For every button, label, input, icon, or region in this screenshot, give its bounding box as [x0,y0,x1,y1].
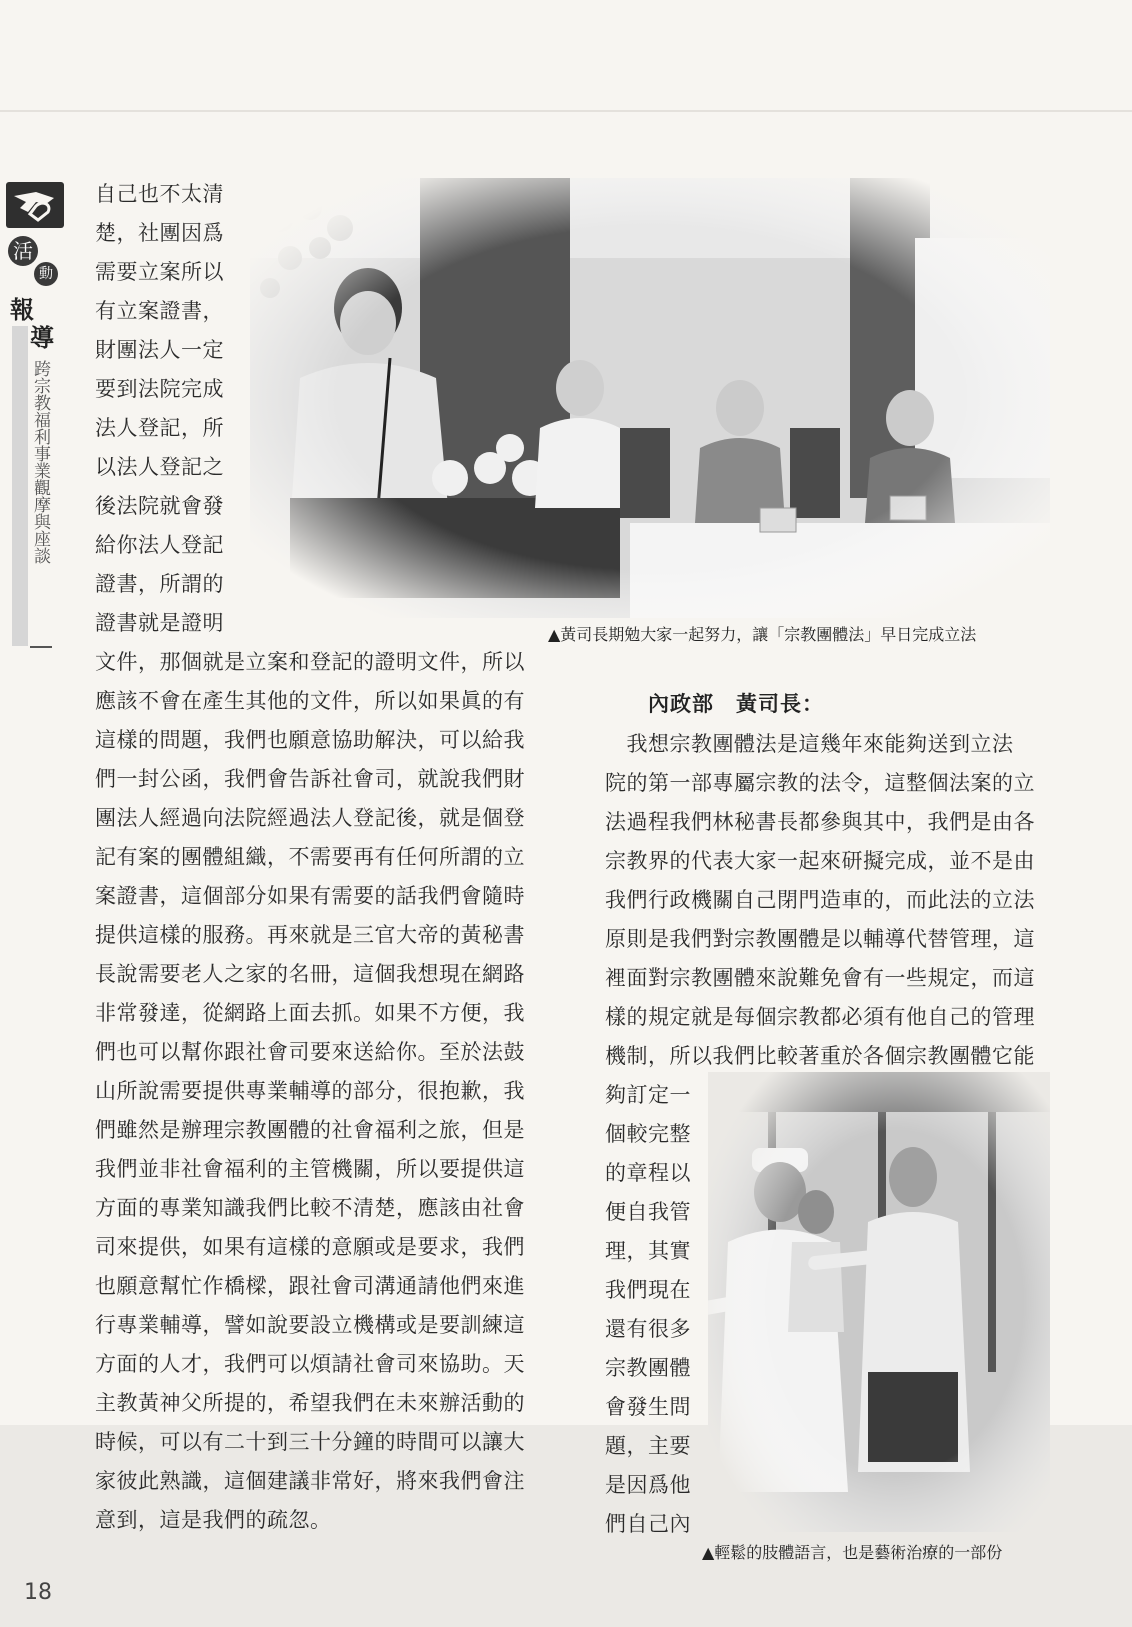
text-line: 的章程以 [605,1161,691,1185]
text-line: 有立案證書， [95,299,224,323]
text-line: 也願意幫忙作橋樑，跟社會司溝通請他們來進 [95,1274,525,1298]
text-line: 院的第一部專屬宗教的法令，這整個法案的立 [605,771,1035,795]
section-char-bao: 報 [10,295,34,324]
section-subtitle: 跨宗教福利事業觀摩與座談 [30,360,50,564]
text-line: 要到法院完成 [95,377,224,401]
text-line: 便自我管 [605,1200,691,1224]
text-line: 題，主要 [605,1434,691,1458]
top-rule [0,110,1132,112]
article-left-column [95,643,525,1540]
text-line: 們一封公函，我們會告訴社會司，就說我們財 [95,767,525,791]
text-line: 樣的規定就是每個宗教都必須有他自己的管理 [605,1005,1035,1029]
text-line: 給你法人登記 [95,533,224,557]
text-line: 們雖然是辦理宗教團體的社會福利之旅，但是 [95,1118,525,1142]
text-line: 還有很多 [605,1317,691,1341]
text-line: 記有案的團體組織，不需要再有任何所謂的立 [95,845,525,869]
photo1-caption: ▲黃司長期勉大家一起努力，讓「宗教團體法」早日完成立法 [548,625,977,644]
section-char-dao: 導 [30,323,54,352]
text-line: 財團法人一定 [95,338,224,362]
text-line: 長說需要老人之家的名冊，這個我想現在網路 [95,962,525,986]
text-line: 我們並非社會福利的主管機關，所以要提供這 [95,1157,525,1181]
section-char-dong: 動 [34,262,58,286]
text-line: 們自己內 [605,1512,691,1536]
text-line: 法人登記，所 [95,416,224,440]
text-line: 主教黃神父所提的，希望我們在未來辦活動的 [95,1391,525,1415]
section-char-huo: 活 [8,236,38,266]
text-line: 後法院就會發 [95,494,224,518]
text-line: 理，其實 [605,1239,691,1263]
photo-body-language [708,1072,1050,1532]
text-line: 個較完整 [605,1122,691,1146]
text-line: 證書，所謂的 [95,572,224,596]
text-line: 案證書，這個部分如果有需要的話我們會隨時 [95,884,525,908]
article-right-column [605,725,1035,1076]
photo2-caption: ▲輕鬆的肢體語言，也是藝術治療的一部份 [702,1543,1003,1562]
text-line: 方面的專業知識我們比較不清楚，應該由社會 [95,1196,525,1220]
section-sidebar-bar [12,326,28,646]
text-line: 提供這樣的服務。再來就是三官大帝的黃秘書 [95,923,525,947]
text-line: 裡面對宗教團體來說難免會有一些規定，而這 [605,966,1035,990]
text-line: 應該不會在產生其他的文件，所以如果眞的有 [95,689,525,713]
text-line: 需要立案所以 [95,260,224,284]
text-line: 團法人經過向法院經過法人登記後，就是個登 [95,806,525,830]
photo-meeting-panel [250,178,1050,618]
text-line: 以法人登記之 [95,455,224,479]
section-logo-icon [6,182,64,228]
section-underline [30,646,52,648]
text-line: 原則是我們對宗教團體是以輔導代替管理，這 [605,927,1035,951]
page-number: 18 [24,1580,52,1605]
text-line: 非常發達，從網路上面去抓。如果不方便，我 [95,1001,525,1025]
text-line: 會發生問 [605,1395,691,1419]
text-line: 們也可以幫你跟社會司要來送給你。至於法鼓 [95,1040,525,1064]
text-line: 這樣的問題，我們也願意協助解決，可以給我 [95,728,525,752]
text-line: 宗教界的代表大家一起來研擬完成，並不是由 [605,849,1035,873]
text-line: 楚，社團因爲 [95,221,224,245]
text-line: 行專業輔導，譬如說要設立機構或是要訓練這 [95,1313,525,1337]
text-line: 證書就是證明 [95,611,224,635]
article-left-narrow-column [95,175,224,643]
text-line: 山所說需要提供專業輔導的部分，很抱歉，我 [95,1079,525,1103]
text-line: 機制，所以我們比較著重於各個宗教團體它能 [605,1044,1035,1068]
text-line: 夠訂定一 [605,1083,691,1107]
text-line: 我們行政機關自己閉門造車的，而此法的立法 [605,888,1035,912]
text-line: 家彼此熟識，這個建議非常好，將來我們會注 [95,1469,525,1493]
text-line: 方面的人才，我們可以煩請社會司來協助。天 [95,1352,525,1376]
text-line: 宗教團體 [605,1356,691,1380]
article-right-narrow-column [605,1076,691,1544]
text-line: 法過程我們林秘書長都參與其中，我們是由各 [605,810,1035,834]
text-line: 司來提供，如果有這樣的意願或是要求，我們 [95,1235,525,1259]
speaker-heading: 內政部 黃司長： [648,691,824,716]
text-line: 我想宗教團體法是這幾年來能夠送到立法 [605,732,1014,756]
text-line: 時候，可以有二十到三十分鐘的時間可以讓大 [95,1430,525,1454]
text-line: 自己也不太清 [95,182,224,206]
text-line: 意到，這是我們的疏忽。 [95,1508,332,1532]
text-line: 文件，那個就是立案和登記的證明文件，所以 [95,650,525,674]
text-line: 是因爲他 [605,1473,691,1497]
text-line: 我們現在 [605,1278,691,1302]
